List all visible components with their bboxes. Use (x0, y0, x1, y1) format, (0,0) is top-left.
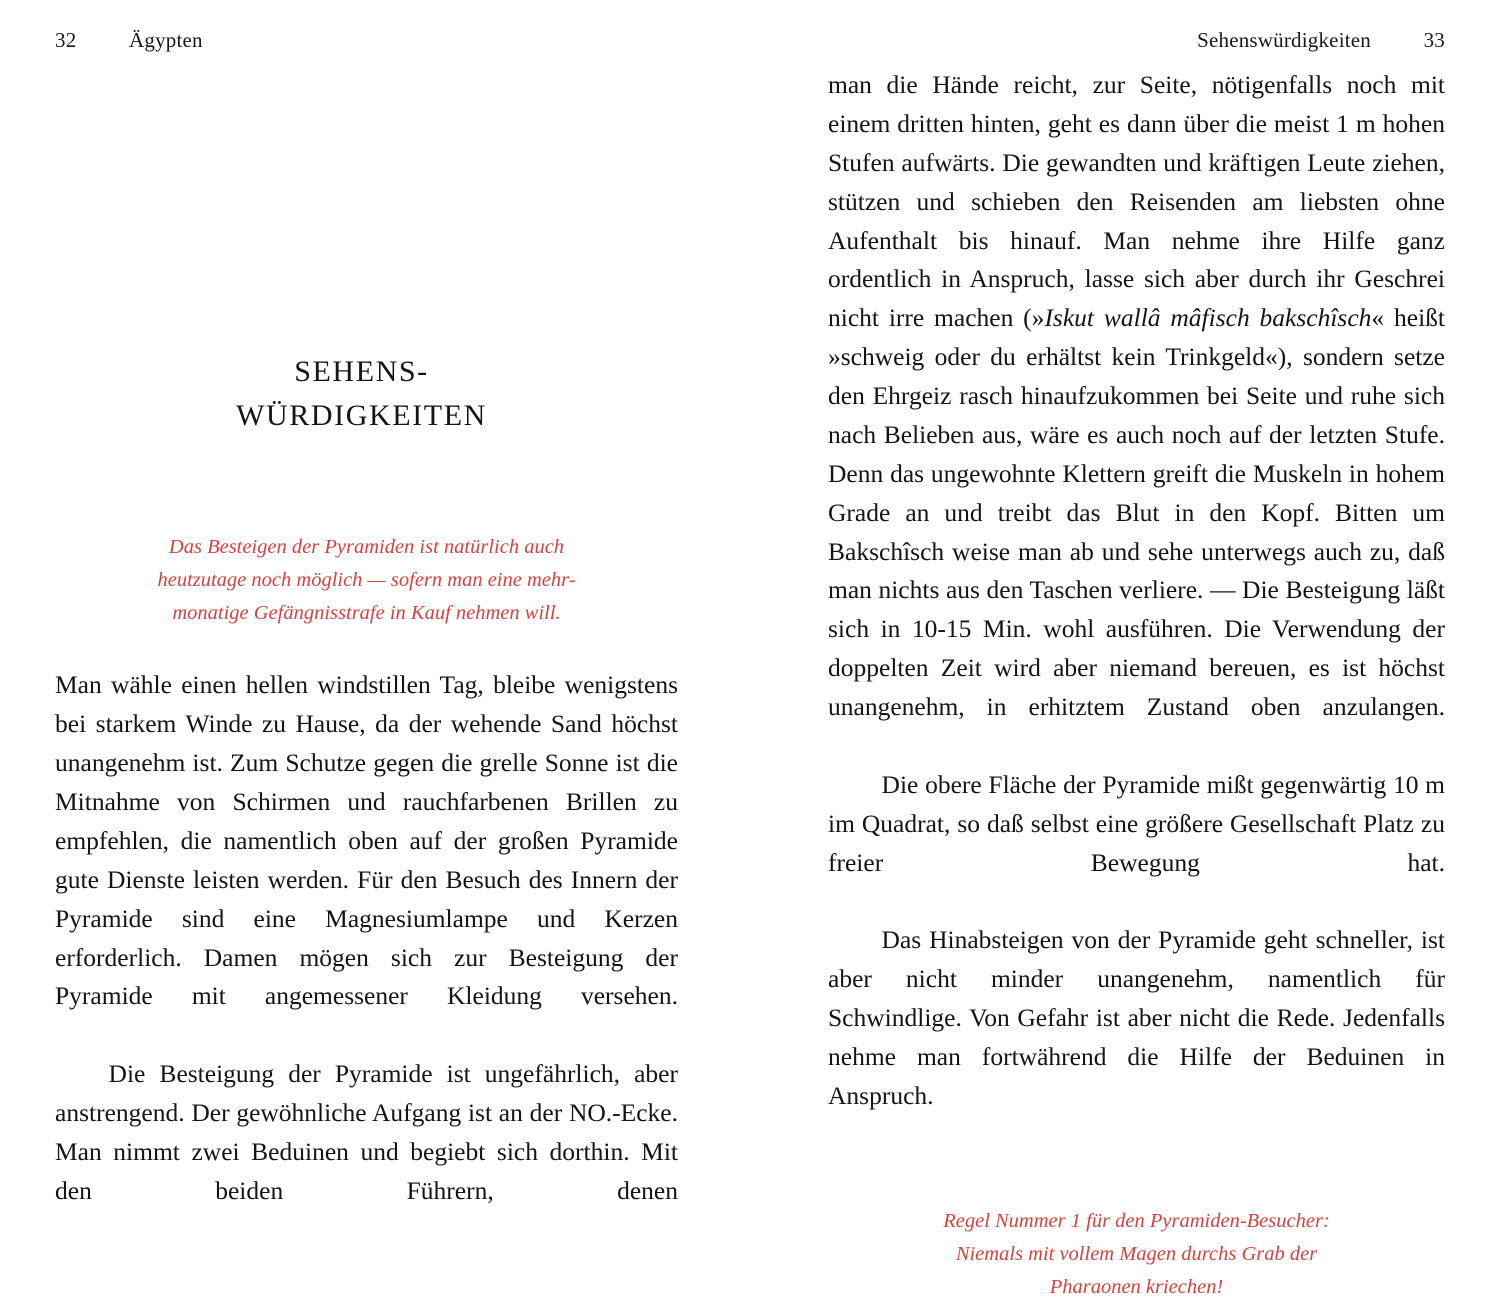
left-note-line-3: monatige Gefängnisstrafe in Kauf nehmen will. (83, 597, 650, 630)
left-running-head-title: Ägypten (129, 28, 203, 53)
right-note-line-1: Regel Nummer 1 für den Pyramiden-Besucher: (872, 1205, 1401, 1238)
left-page-body (55, 666, 678, 1249)
right-page-number: 33 (1371, 28, 1445, 53)
right-paragraph-1-italic-phrase: Iskut wallâ mâfisch bakschîsch (1044, 303, 1371, 332)
left-page-red-note (55, 531, 678, 631)
left-note-line-1: Das Besteigen der Pyramiden ist natürlich auch (83, 531, 650, 564)
right-paragraph-3: Das Hinabsteigen von der Pyramide geht schneller, ist aber nicht minder unangenehm, namentlich für Schwindlige. Von Gefahr ist aber nicht die Rede. Jedenfalls nehme man fortwährend die Hilfe der Beduinen in Anspruch. (828, 921, 1445, 1154)
left-paragraph-1: Man wähle einen hellen windstillen Tag, bleibe wenigstens bei starkem Winde zu Hause, da der wehende Sand höchst unangenehm ist. Zum Schutze gegen die grelle Sonne ist die Mitnahme von Schirmen und rauchfarbenen Brillen zu empfehlen, die namentlich oben auf der großen Pyramide gute Dienste leisten werden. Für den Besuch des Innern der Pyramide sind eine Magnesiumlampe und Kerzen erforderlich. Damen mögen sich zur Besteigung der Pyramide mit angemessener Kleidung versehen. (55, 666, 678, 1055)
right-page-red-note (828, 1205, 1445, 1304)
right-page-body (828, 66, 1445, 1155)
chapter-title (55, 350, 678, 439)
right-running-head (828, 28, 1445, 60)
left-note-line-2: heutzutage noch möglich — sofern man eine mehr- (83, 564, 650, 597)
right-note-line-2: Niemals mit vollem Magen durchs Grab der (872, 1238, 1401, 1271)
left-paragraph-2: Die Besteigung der Pyramide ist ungefährlich, aber anstrengend. Der gewöhnliche Aufgang ist an der NO.-Ecke. Man nimmt zwei Beduinen und begiebt sich dorthin. Mit den beiden Führern, denen (55, 1055, 678, 1249)
right-page (750, 0, 1500, 1121)
left-running-head (55, 28, 678, 60)
chapter-title-line-2: WÜRDIGKEITEN (55, 394, 668, 438)
right-paragraph-1-part-a: man die Hände reicht, zur Seite, nötigenfalls noch mit einem dritten hinten, geht es dann über die meist 1 m hohen Stufen aufwärts. Die gewandten und kräftigen Leute ziehen, stützen und schieben den Reisenden am liebsten ohne Aufenthalt bis hinauf. Man nehme ihre Hilfe ganz ordentlich in Anspruch, lasse sich aber durch ihr Geschrei nicht irre machen (» (828, 70, 1445, 332)
right-note-line-3: Pharaonen kriechen! (872, 1271, 1401, 1304)
right-paragraph-1 (828, 66, 1445, 766)
right-paragraph-2: Die obere Fläche der Pyramide mißt gegenwärtig 10 m im Quadrat, so daß selbst eine größere Gesellschaft Platz zu freier Bewegung hat. (828, 766, 1445, 922)
right-running-head-title: Sehenswürdigkeiten (1197, 28, 1371, 53)
left-page (0, 0, 750, 1121)
right-paragraph-1-part-b: « heißt »schweig oder du erhältst kein Trinkgeld«), sondern setze den Ehrgeiz rasch hinaufzukommen bei Seite und ruhe sich nach Belieben aus, wäre es auch noch auf der letzten Stufe. Denn das ungewohnte Klettern greift die Muskeln in hohem Grade an und treibt das Blut in den Kopf. Bitten um Bakschîsch weise man ab und sehe unterwegs auch zu, daß man nichts aus den Taschen verliere. — Die Besteigung läßt sich in 10-15 Min. wohl ausführen. Die Verwendung der doppelten Zeit wird aber niemand bereuen, es ist höchst unangenehm, in erhitztem Zustand oben anzulangen. (828, 303, 1445, 721)
chapter-title-line-1: SEHENS- (55, 350, 668, 394)
left-page-number: 32 (55, 28, 129, 53)
